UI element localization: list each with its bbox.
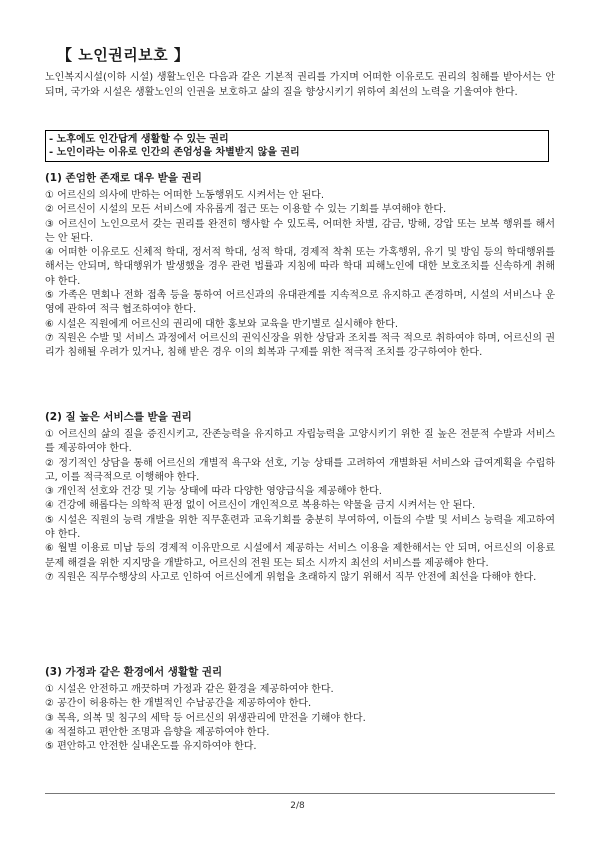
footer-divider: [45, 793, 555, 794]
section-item: ② 정기적인 상담을 통해 어르신의 개별적 욕구와 선호, 기능 상태를 고려하여 개별화된 서비스와 급여계획을 수립하고, 이를 적극적으로 이행해야 한다.: [45, 457, 555, 483]
section-quality-service: [45, 410, 555, 585]
section-item: ② 공간이 허용하는 한 개별적인 수납공간을 제공하여야 한다.: [45, 698, 312, 710]
section-item: ④ 어떠한 이유로도 신체적 학대, 정서적 학대, 성적 학대, 경제적 착취 또는 가혹행위, 유기 및 방임 등의 학대행위를 해서는 안되며, 학대행위가 발생했을 경우 관련 법률과 지침에 따라 학대 피해노인에 대한 보호조치를 신속하게 취해야 한다.: [45, 247, 555, 287]
section-item: ⑥ 월별 이용료 미납 등의 경제적 이유만으로 시설에서 제공하는 서비스 이용을 제한해서는 안 되며, 어르신의 이용료 문제 해결을 위한 지지망을 개발하고, 어르신의 전원 또는 퇴소 시까지 최선의 서비스를 제공해야 한다.: [45, 543, 555, 569]
section-item: ③ 어르신이 노인으로서 갖는 권리를 완전히 행사할 수 있도록, 어떠한 차별, 감금, 방해, 강압 또는 보복 행위를 해서는 안 된다.: [45, 218, 555, 244]
section-item: ⑤ 편안하고 안전한 실내온도를 유지하여야 한다.: [45, 741, 257, 753]
section-heading: (1) 존엄한 존재로 대우 받을 권리: [45, 172, 202, 184]
section-heading: (2) 질 높은 서비스를 받을 권리: [45, 411, 192, 423]
section-item: ④ 건강에 해롭다는 의학적 판정 없이 어르신이 개인적으로 복용하는 약물을 금지 시켜서는 안 된다.: [45, 500, 476, 512]
section-item: ⑦ 직원은 직무수행상의 사고로 인하여 어르신에게 위험을 초래하지 않기 위해서 직무 안전에 최선을 다해야 한다.: [45, 571, 537, 583]
section-item: ③ 목욕, 의복 및 침구의 세탁 등 어르신의 위생관리에 만전을 기해야 한다.: [45, 712, 366, 724]
principles-box: [45, 130, 549, 162]
section-item: ② 어르신이 시설의 모든 서비스에 자유롭게 접근 또는 이용할 수 있는 기회를 부여해야 한다.: [45, 204, 447, 216]
intro-paragraph: 노인복지시설(이하 시설) 생활노인은 다음과 같은 기본적 권리를 가지며 어떠한 이유로도 권리의 침해를 받아서는 안 되며, 국가와 시설은 생활노인의 인권을 보호하고 삶의 질을 향상시키기 위하여 최선의 노력을 기울여야 한다.: [45, 72, 555, 98]
section-heading: (3) 가정과 같은 환경에서 생활할 권리: [45, 666, 223, 678]
principle-line: - 노후에도 인간답게 생활할 수 있는 권리: [49, 134, 229, 145]
section-dignity: [45, 171, 555, 361]
principle-line: - 노인이라는 이유로 인간의 존엄성을 차별받지 않을 권리: [49, 147, 300, 158]
section-item: ① 시설은 안전하고 깨끗하며 가정과 같은 환경을 제공하여야 한다.: [45, 684, 334, 695]
section-item: ⑤ 시설은 직원의 능력 개발을 위한 직무훈련과 교육기회를 충분히 부여하여, 이들의 수발 및 서비스 능력을 제고하여야 한다.: [45, 514, 555, 541]
page-number: 2/8: [290, 801, 305, 811]
section-item: ④ 적절하고 편안한 조명과 음향을 제공하여야 한다.: [45, 726, 270, 738]
section-item: ⑦ 직원은 수발 및 서비스 과정에서 어르신의 권익신장을 위한 상담과 조치를 적극 적으로 취하여야 하며, 어르신의 권리가 침해될 우려가 있거나, 침해 받은 경우 이의 회복과 구제를 위한 적극적 조치를 강구하여야 한다.: [45, 332, 555, 359]
document-title: 【 노인권리보호 】: [57, 46, 190, 64]
section-item: ① 어르신의 삶의 질을 증진시키고, 잔존능력을 유지하고 자립능력을 고양시키기 위한 질 높은 전문적 수발과 서비스를 제공하여야 한다.: [45, 429, 555, 455]
section-item: ③ 개인적 선호와 건강 및 기능 상태에 따라 다양한 영양급식을 제공해야 한다.: [45, 486, 382, 498]
section-item: ⑥ 시설은 직원에게 어르신의 권리에 대한 홍보와 교육을 반기별로 실시해야 한다.: [45, 318, 399, 330]
section-item: ⑤ 가족은 면회나 전화 접촉 등을 통하여 어르신과의 유대관계를 지속적으로 유지하고 존경하며, 시설의 서비스나 운영에 관하여 적극 협조하여야 한다.: [45, 290, 555, 316]
section-item: ① 어르신의 의사에 반하는 어떠한 노동행위도 시켜서는 안 된다.: [45, 190, 325, 201]
section-home-environment: [45, 665, 555, 754]
